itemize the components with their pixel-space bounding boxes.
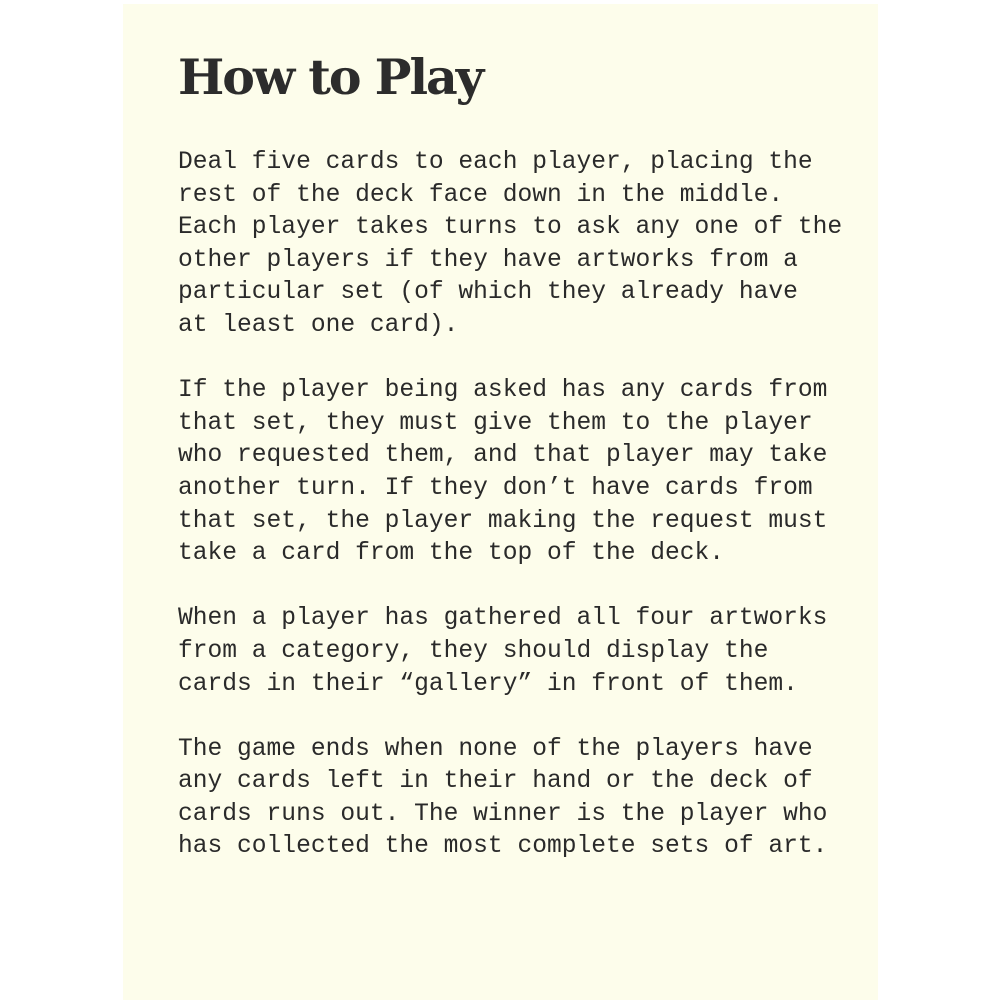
text-line: The game ends when none of the players have bbox=[178, 735, 813, 763]
text-line: cards runs out. The winner is the player who bbox=[178, 800, 828, 828]
text-line: who requested them, and that player may take bbox=[178, 442, 828, 470]
rules-paragraph-gallery bbox=[178, 603, 858, 701]
text-line: cards in their “gallery” in front of them. bbox=[178, 670, 798, 698]
rules-paragraph-ending bbox=[178, 734, 858, 864]
text-line: that set, they must give them to the player bbox=[178, 409, 813, 437]
text-line: from a category, they should display the bbox=[178, 637, 769, 665]
rules-card-page bbox=[123, 4, 878, 1000]
text-line: any cards left in their hand or the deck of bbox=[178, 768, 813, 796]
text-line: take a card from the top of the deck. bbox=[178, 540, 725, 568]
rules-paragraph-setup bbox=[178, 147, 858, 343]
text-line: particular set (of which they already have bbox=[178, 279, 798, 307]
text-line: at least one card). bbox=[178, 311, 459, 339]
page-title: How to Play bbox=[178, 48, 483, 106]
text-line: When a player has gathered all four artworks bbox=[178, 605, 828, 633]
text-line: Each player takes turns to ask any one of the bbox=[178, 214, 843, 242]
text-line: another turn. If they don’t have cards from bbox=[178, 474, 813, 502]
text-line: Deal five cards to each player, placing the bbox=[178, 149, 813, 176]
text-line: other players if they have artworks from a bbox=[178, 246, 798, 274]
text-line: rest of the deck face down in the middle. bbox=[178, 181, 784, 209]
text-line: has collected the most complete sets of art. bbox=[178, 833, 828, 861]
text-line: If the player being asked has any cards from bbox=[178, 377, 828, 405]
rules-paragraph-asking bbox=[178, 375, 858, 571]
text-line: that set, the player making the request must bbox=[178, 507, 828, 535]
rules-body bbox=[178, 147, 858, 897]
